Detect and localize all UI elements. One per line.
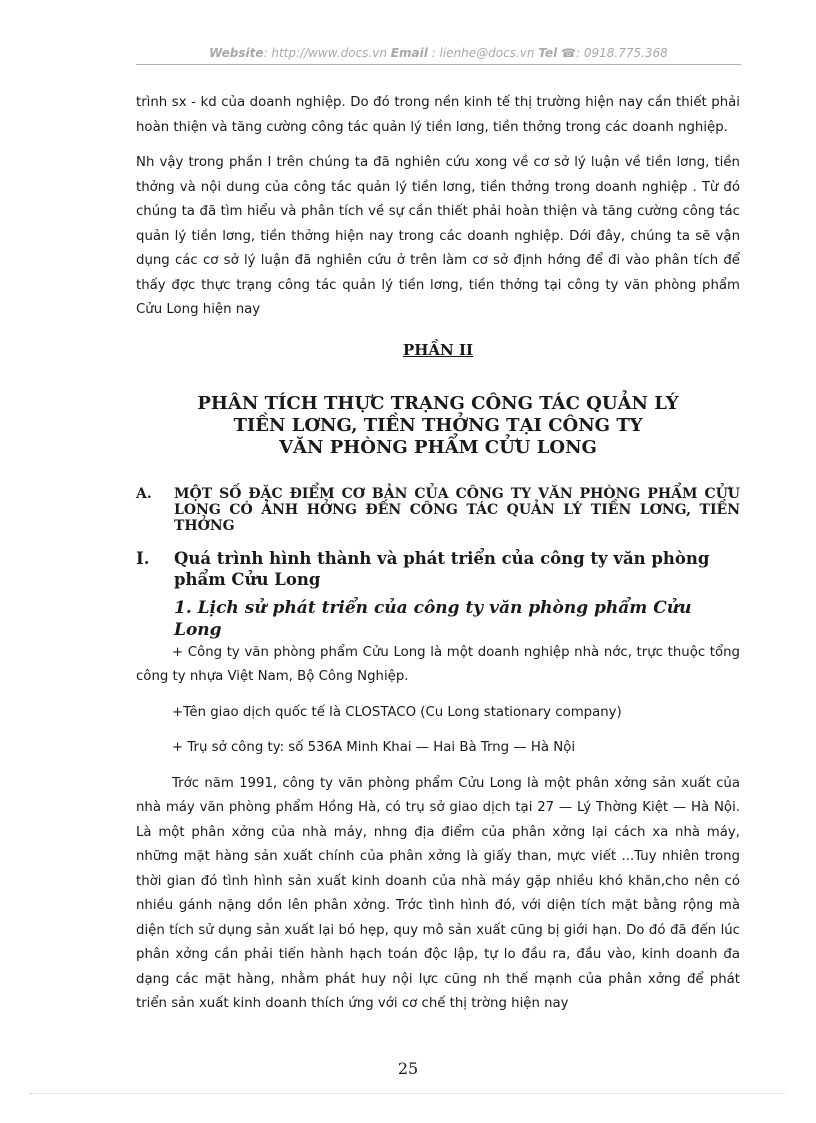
document-body xyxy=(136,91,740,1017)
paragraph-1: trình sx - kd của doanh nghiệp. Do đó trong nền kinh tế thị trường hiện nay cần thiết phải hoàn thiện và tăng cường công tác quản lý tiền lơng, tiền thởng trong các doanh nghiệp. xyxy=(136,95,740,135)
page-number: 25 xyxy=(397,1059,419,1078)
tel-value: ☎: 0918.775.368 xyxy=(561,46,668,60)
email-value: : lienhe@docs.vn xyxy=(431,46,535,60)
detail-4: Trớc năm 1991, công ty văn phòng phẩm Cửu Long là một phân xởng sản xuất của nhà máy văn phòng phẩm Hồng Hà, có trụ sở giao dịch tại 27 — Lý Thờng Kiệt — Hà Nội. Là một phân xởng của nhà máy, nhng địa điểm của phân xởng lại cách xa nhà máy, những mặt hàng sản xuất chính của phân xởng là giấy than, mực viết ...Tuy nhiên trong thời gian đó tình hình sản xuất kinh doanh của nhà máy gặp nhiều khó khăn,cho nên có nhiều gánh nặng dồn lên phân xởng. Trớc tình hình đó, với diện tích mặt bằng rộng mà diện tích sử dụng sản xuất lại bó hẹp, quy mô sản xuất cũng bị giới hạn. Do đó đã đến lúc phân xởng cần phải tiến hành hạch toán độc lập, tự lo đầu ra, đầu vào, kinh doanh đa dạng các mặt hàng, nhằm phát huy nội lực cũng nh thế mạnh của phân xởng để phát triển sản xuất kinh doanh thích ứng với cơ chế thị trờng hiện nay xyxy=(136,775,740,1011)
section-i-text: Quá trình hình thành và phát triển của công ty văn phòng phẩm Cửu Long xyxy=(174,548,710,589)
part-heading: PHẦN II xyxy=(402,340,474,359)
subsection-heading: 1. Lịch sử phát triển của công ty văn phòng phẩm Cửu Long xyxy=(174,597,692,640)
section-a-label: A. xyxy=(136,485,152,502)
detail-1: + Công ty văn phòng phẩm Cửu Long là một doanh nghiệp nhà nớc, trực thuộc tổng công ty nhựa Việt Nam, Bộ Công Nghiệp. xyxy=(136,644,740,684)
section-a-heading xyxy=(136,486,740,534)
paragraph-2: Nh vậy trong phần I trên chúng ta đã nghiên cứu xong về cơ sở lý luận về tiền lơng, tiền thởng và nội dung của công tác quản lý tiền lơng, tiền thởng trong doanh nghiệp . Từ đó chúng ta đã tìm hiểu và phân tích về sự cần thiết phải hoàn thiện và tăng cường công tác quản lý tiền lơng, tiền thởng hiện nay trong các doanh nghiệp. Dới đây, chúng ta sẽ vận dụng các cơ sở lý luận đã nghiên cứu ở trên làm cơ sở định hớng để đi vào phân tích để thấy đợc thực trạng công tác quản lý tiền lơng, tiền thởng tại công ty văn phòng phẩm Cửu Long hiện nay xyxy=(136,155,740,317)
header-divider xyxy=(136,64,741,65)
website-label: Website xyxy=(209,46,264,60)
detail-3: + Trụ sở công ty: số 536A Minh Khai — Hai Bà Trng — Hà Nội xyxy=(172,740,576,755)
section-i-heading xyxy=(136,548,740,590)
page-bottom-border xyxy=(30,1093,786,1094)
chapter-title-line-2: TIỀN LƠNG, TIỀN THỞNG TẠI CÔNG TY xyxy=(233,414,643,436)
chapter-title-line-1: PHÂN TÍCH THỰC TRẠNG CÔNG TÁC QUẢN LÝ xyxy=(197,392,679,414)
email-label: Email xyxy=(390,46,428,60)
page-header xyxy=(136,46,741,60)
section-a-text: MỘT SỐ ĐẶC ĐIỂM CƠ BẢN CỦA CÔNG TY VĂN PHÒNG PHẨM CỬU LONG CÓ ẢNH HỞNG ĐẾN CÔNG TÁC QUẢN LÝ TIỀN LƠNG, TIỀN THỞNG xyxy=(174,485,740,534)
website-value: : http://www.docs.vn xyxy=(263,46,387,60)
detail-2: +Tên giao dịch quốc tế là CLOSTACO (Cu Long stationary company) xyxy=(172,704,622,720)
chapter-title-line-3: VĂN PHÒNG PHẨM CỬU LONG xyxy=(279,436,597,458)
tel-label: Tel xyxy=(538,46,558,60)
section-i-label: I. xyxy=(136,548,150,568)
chapter-title xyxy=(136,393,740,459)
